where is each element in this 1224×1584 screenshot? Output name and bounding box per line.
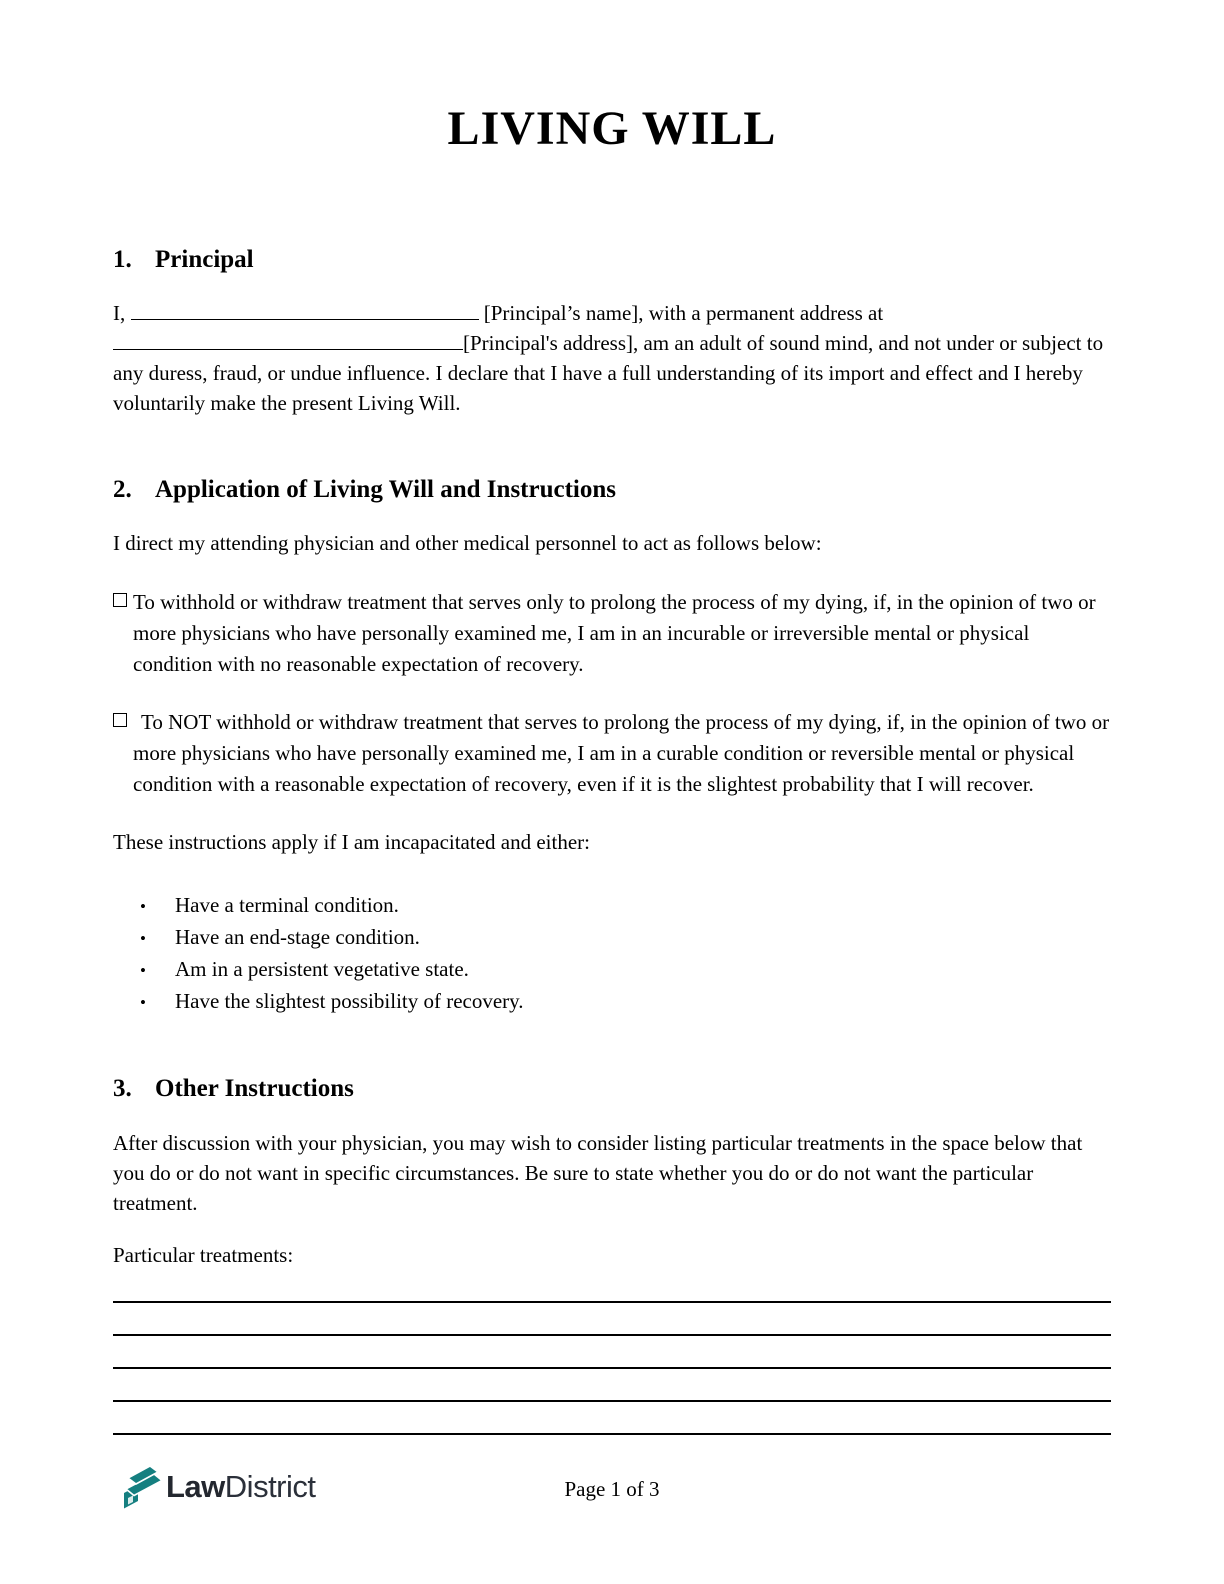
section-title: Other Instructions [155, 1075, 354, 1102]
section-number: 3. [113, 1075, 132, 1102]
logo-law-text: Law [166, 1469, 225, 1504]
logo-district-text: District [224, 1469, 316, 1504]
list-item [140, 954, 1111, 986]
condition-text: Have the slightest possibility of recovery. [175, 989, 524, 1013]
list-item [140, 986, 1111, 1018]
section-heading-other-instructions [113, 1072, 1111, 1106]
treatment-blank-line[interactable] [113, 1402, 1111, 1435]
other-instructions-body: After discussion with your physician, you may wish to consider listing particular treatments in the space below that you do or do not want in specific circumstances. Be sure to state whether you do or do not want the particular treatment. [113, 1131, 1083, 1215]
particular-treatments-label: Particular treatments: [113, 1243, 294, 1267]
principal-address-blank[interactable] [113, 329, 463, 350]
section-heading-application [113, 473, 1111, 507]
condition-text: Have a terminal condition. [175, 893, 399, 917]
application-intro: I direct my attending physician and other medical personnel to act as follows below: [113, 531, 822, 555]
treatment-blank-line[interactable] [113, 1270, 1111, 1303]
list-item [140, 890, 1111, 922]
not-withhold-treatment-checkbox[interactable] [113, 713, 127, 727]
bullet-icon: • [140, 929, 146, 948]
page-title: LIVING WILL [447, 102, 777, 155]
principal-paragraph [113, 298, 1111, 418]
treatment-blank-line[interactable] [113, 1336, 1111, 1369]
particular-treatments-write-area [113, 1270, 1111, 1435]
option-text: To withhold or withdraw treatment that serves only to prolong the process of my dying, if, in the opinion of two or more physicians who have personally examined me, I am in an incurable or irreversible mental or physical condition with no reasonable expectation of recovery. [133, 590, 1096, 676]
section-number: 2. [113, 476, 132, 503]
bullet-icon: • [140, 993, 146, 1012]
withhold-treatment-checkbox[interactable] [113, 593, 127, 607]
option-withhold-treatment [113, 587, 1111, 680]
section-number: 1. [113, 246, 132, 273]
treatment-blank-line[interactable] [113, 1369, 1111, 1402]
bullet-icon: • [140, 897, 146, 916]
list-item [140, 922, 1111, 954]
conditions-intro: These instructions apply if I am incapacitated and either: [113, 830, 590, 854]
principal-name-blank[interactable] [131, 299, 479, 320]
bullet-icon: • [140, 961, 146, 980]
principal-intro-prefix: I, [113, 301, 126, 325]
section-title: Application of Living Will and Instructions [155, 476, 616, 503]
condition-text: Have an end-stage condition. [175, 925, 420, 949]
option-text: To NOT withhold or withdraw treatment that serves to prolong the process of my dying, if, in the opinion of two or more physicians who have personally examined me, I am in a curable condition or reversible mental or physical condition with a reasonable expectation of recovery, even if it is the slightest probability that I will recover. [133, 710, 1110, 796]
principal-name-label: [Principal’s name], with a permanent address at [483, 301, 884, 325]
condition-text: Am in a persistent vegetative state. [175, 957, 469, 981]
section-heading-principal [113, 243, 1111, 277]
page-number-indicator: Page 1 of 3 [564, 1477, 660, 1501]
option-not-withhold-treatment [113, 707, 1111, 800]
treatment-blank-line[interactable] [113, 1303, 1111, 1336]
section-title: Principal [155, 246, 254, 273]
conditions-list [113, 890, 1111, 1018]
principal-address-text: [Principal's address], am an adult of sound mind, and not under or subject to any duress, fraud, or undue influence. I declare that I have a full understanding of its import and effect and I hereby voluntarily make the present Living Will. [113, 331, 1104, 415]
